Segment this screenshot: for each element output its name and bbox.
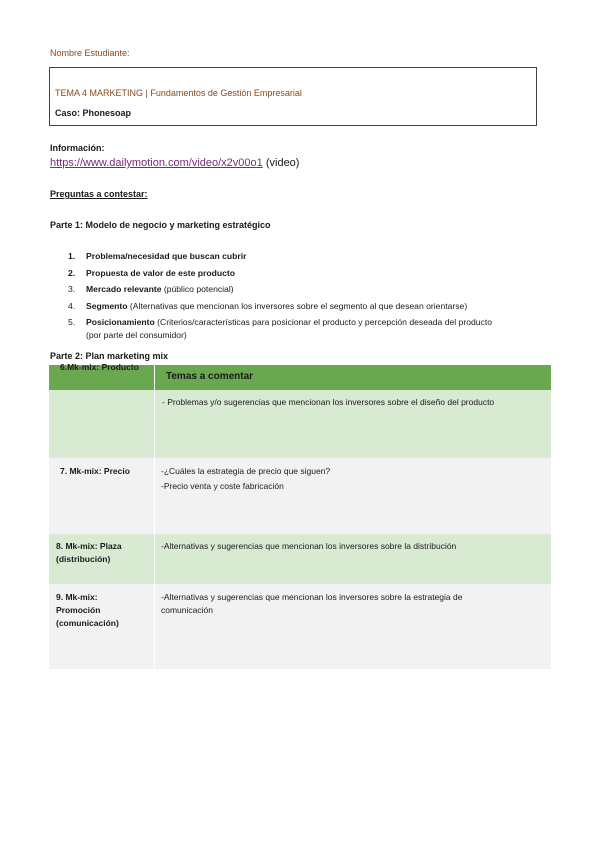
student-name-label: Nombre Estudiante:: [50, 48, 130, 58]
table-row: [49, 458, 551, 534]
list-item-text: Segmento (Alternativas que mencionan los inversores sobre el segmento al que desean orientarse): [86, 300, 468, 311]
list-item-text: Posicionamiento (Criterios/características para posicionar el producto y percepción deseada del producto (por parte del consumidor): [86, 317, 493, 340]
table-row: [49, 534, 551, 584]
row-label: 6.Mk-mix: Producto: [49, 390, 155, 458]
list-item: [68, 267, 508, 280]
question-list: [68, 250, 508, 345]
info-line: [50, 157, 299, 169]
list-item-text: Mercado relevante (público potencial): [86, 284, 234, 294]
info-label: Información:: [50, 143, 105, 153]
list-item-text: Problema/necesidad que buscan cubrir: [86, 251, 247, 261]
table-row: [49, 390, 551, 458]
list-item-number: 2.: [68, 267, 76, 278]
row-topics: -¿Cuáles la estrategia de precio que siguen? -Precio venta y coste fabricación: [155, 458, 552, 534]
part1-heading: Parte 1: Modelo de negocio y marketing estratégico: [50, 220, 271, 230]
header-case: Caso: Phonesoap: [55, 108, 132, 118]
video-suffix: (video): [265, 157, 300, 169]
table-header-topics: Temas a comentar: [155, 365, 552, 390]
list-item: [68, 250, 508, 263]
row-label: 8. Mk-mix: Plaza (distribución): [49, 534, 155, 584]
row-topics: -Alternativas y sugerencias que mencionan los inversores sobre la distribución: [155, 534, 552, 584]
marketing-mix-table: [49, 362, 551, 669]
list-item-number: 1.: [68, 251, 76, 261]
part2-heading: Parte 2: Plan marketing mix: [50, 351, 169, 361]
row-topics: -Alternativas y sugerencias que mencionan los inversores sobre la estrategia de comunicación: [155, 584, 552, 669]
list-item: [68, 300, 508, 313]
table-row: [49, 584, 551, 669]
row-topics: - Problemas y/o sugerencias que mencionan los inversores sobre el diseño del producto: [155, 390, 552, 458]
row-label: 9. Mk-mix: Promoción (comunicación): [49, 584, 155, 669]
video-link[interactable]: https://www.dailymotion.com/video/x2v00o1: [50, 157, 263, 169]
questions-heading: Preguntas a contestar:: [50, 189, 148, 199]
row-label: 7. Mk-mix: Precio: [49, 458, 155, 534]
list-item-number: 5.: [68, 317, 76, 327]
list-item: [68, 283, 508, 296]
list-item-number: 4.: [68, 300, 76, 311]
list-item-number: 3.: [68, 284, 76, 294]
list-item: [68, 316, 508, 341]
header-title: TEMA 4 MARKETING | Fundamentos de Gestión Empresarial: [55, 88, 302, 98]
list-item-text: Propuesta de valor de este producto: [86, 267, 235, 278]
